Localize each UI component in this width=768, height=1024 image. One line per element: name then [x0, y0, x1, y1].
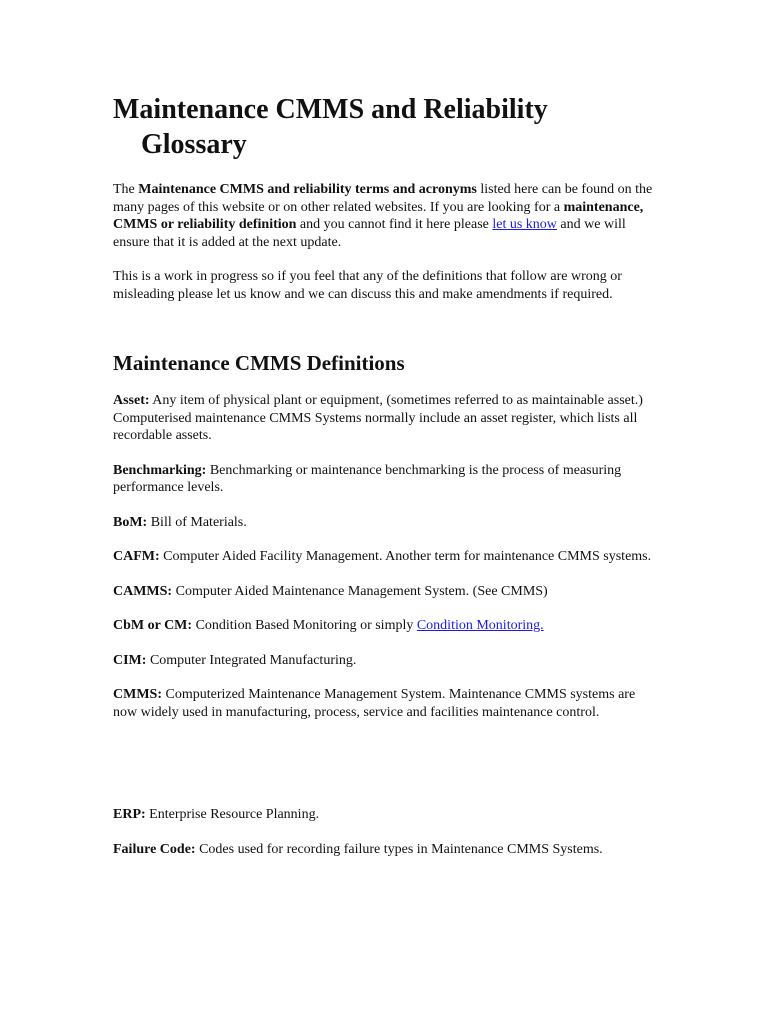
intro-text: listed here can be found on the many pages of this website or on other related websites. If you are looking for a [113, 182, 653, 215]
definitions-list [113, 392, 658, 858]
definition-term: CAMMS: [113, 583, 173, 599]
definition-text: Codes used for recording failure types in Maintenance CMMS Systems. [195, 841, 603, 857]
definition-erp [113, 806, 658, 824]
definition-term: Benchmarking: [113, 462, 207, 478]
definition-cim [113, 652, 658, 670]
intro-text: and you cannot find it here please [296, 217, 493, 232]
definition-text: Computer Aided Facility Management. Another term for maintenance CMMS systems. [159, 549, 652, 564]
document-page [113, 92, 658, 875]
page-title: Maintenance CMMS and Reliability Glossary [113, 94, 548, 160]
intro-text: and we will ensure that it is added at the next update. [113, 217, 626, 250]
section-heading: Maintenance CMMS Definitions [113, 351, 405, 375]
condition-monitoring-link[interactable]: Condition Monitoring. [416, 618, 544, 633]
definition-bom [113, 514, 658, 532]
definition-text: Computer Aided Maintenance Management System. (See CMMS) [172, 583, 548, 599]
definition-text: Benchmarking or maintenance benchmarking is the process of measuring performance levels. [113, 462, 622, 495]
definition-cafm [113, 548, 658, 566]
intro-text: The [113, 182, 139, 197]
definition-benchmarking [113, 462, 658, 497]
definition-term: CMMS: [113, 687, 162, 702]
definition-term: Failure Code: [113, 841, 196, 857]
definition-term: Asset: [113, 393, 150, 408]
let-us-know-link[interactable]: let us know [492, 217, 557, 232]
definition-term: CIM: [113, 652, 147, 668]
definition-text: Computer Integrated Manufacturing. [146, 652, 357, 668]
definition-cbm [113, 617, 658, 635]
definition-text: Enterprise Resource Planning. [145, 807, 320, 822]
definition-text: Bill of Materials. [147, 514, 247, 530]
definition-term: BoM: [113, 514, 148, 530]
definition-term: CbM or CM: [113, 618, 193, 633]
intro-paragraph [113, 181, 658, 251]
work-in-progress-paragraph: This is a work in progress so if you feel that any of the definitions that follow are wrong or misleading please let us know and we can discuss this and make amendments if required. [113, 269, 622, 302]
intro-bold-definition: maintenance, CMMS or reliability definition [113, 199, 644, 232]
definition-text: Condition Based Monitoring or simply [192, 618, 417, 633]
definition-asset [113, 392, 658, 445]
definition-term: ERP: [113, 807, 146, 822]
definition-cmms [113, 686, 658, 721]
definition-camms [113, 583, 658, 601]
intro-bold-terms: Maintenance CMMS and reliability terms and acronyms [138, 182, 477, 197]
definition-term: CAFM: [113, 549, 160, 564]
definition-failure-code [113, 841, 658, 859]
definition-text: Any item of physical plant or equipment, (sometimes referred to as maintainable asset.) Computerised maintenance CMMS Systems normally include an asset register, which lists all recordable assets. [113, 393, 643, 443]
definition-text: Computerized Maintenance Management System. Maintenance CMMS systems are now widely used in manufacturing, process, service and facilities maintenance control. [113, 687, 636, 720]
